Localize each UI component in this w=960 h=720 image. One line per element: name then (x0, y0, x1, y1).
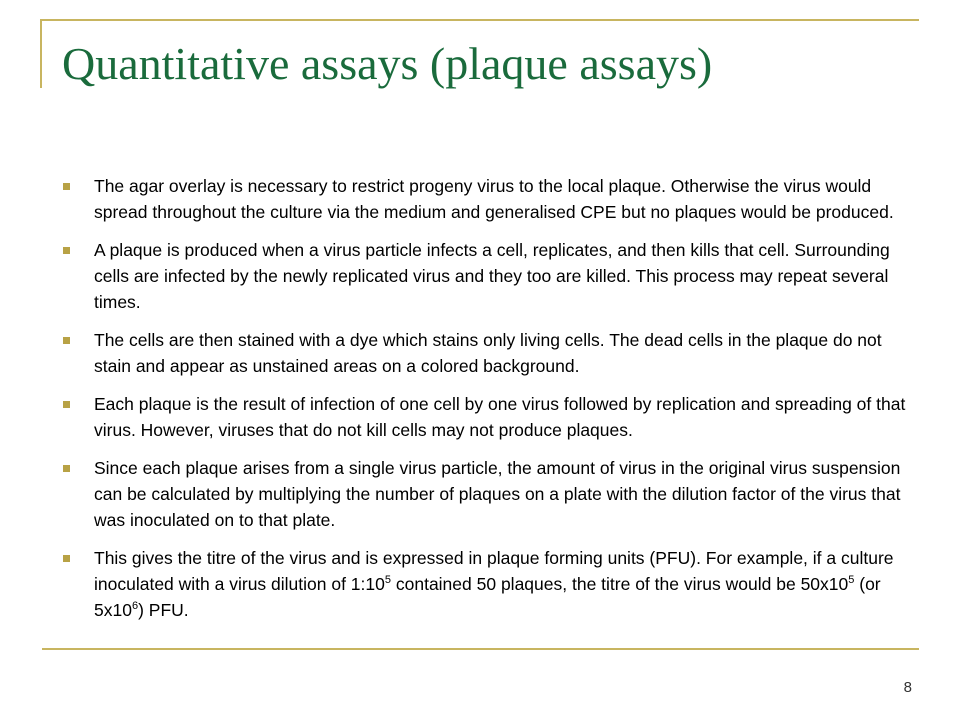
frame-top-line (40, 19, 919, 21)
frame-bottom-line (42, 648, 919, 650)
square-bullet-icon (63, 465, 70, 472)
text-segment: ) PFU. (138, 600, 189, 620)
bullet-item (62, 237, 917, 315)
superscript-exponent: 6 (131, 600, 139, 613)
bullet-text (94, 458, 900, 530)
text-segment: The cells are then stained with a dye which stains only living cells. The dead cells in the plaque do not stain and appear as unstained areas on a colored background. (94, 330, 882, 376)
superscript-exponent: 5 (848, 574, 855, 587)
text-segment: contained 50 plaques, the titre of the virus would be 50x10 (391, 574, 849, 594)
frame-left-line (40, 19, 42, 88)
bullet-list (62, 173, 917, 635)
bullet-item (62, 545, 917, 623)
bullet-text (94, 330, 882, 376)
bullet-item (62, 173, 917, 225)
square-bullet-icon (63, 183, 70, 190)
slide-title: Quantitative assays (plaque assays) (62, 38, 713, 89)
text-segment: A plaque is produced when a virus particle infects a cell, replicates, and then kills that cell. Surrounding cells are infected by the newly replicated virus and they too are killed. This process may repeat several times. (94, 240, 890, 312)
bullet-text (94, 240, 890, 312)
text-segment: The agar overlay is necessary to restrict progeny virus to the local plaque. Otherwise the virus would spread throughout the culture via the medium and generalised CPE but no plaques would be produced. (94, 176, 894, 222)
text-segment: Each plaque is the result of infection of one cell by one virus followed by replication and spreading of that virus. However, viruses that do not kill cells may not produce plaques. (94, 394, 906, 440)
text-segment: This gives the titre of the virus and is expressed in plaque forming units (PFU). For example, if a culture inoculated with a virus dilution of 1:10 (94, 548, 894, 594)
square-bullet-icon (63, 401, 70, 408)
bullet-text (94, 394, 905, 440)
page-number: 8 (903, 679, 912, 696)
bullet-item (62, 391, 917, 443)
superscript-exponent: 5 (384, 574, 391, 587)
bullet-text (94, 548, 894, 620)
square-bullet-icon (63, 337, 70, 344)
bullet-item (62, 455, 917, 533)
text-segment: Since each plaque arises from a single virus particle, the amount of virus in the original virus suspension can be calculated by multiplying the number of plaques on a plate with the dilution factor of the virus that was inoculated on to that plate. (94, 458, 901, 530)
bullet-text (94, 176, 894, 222)
square-bullet-icon (63, 247, 70, 254)
bullet-item (62, 327, 917, 379)
text-segment: (or 5x10 (94, 574, 881, 620)
square-bullet-icon (63, 555, 70, 562)
